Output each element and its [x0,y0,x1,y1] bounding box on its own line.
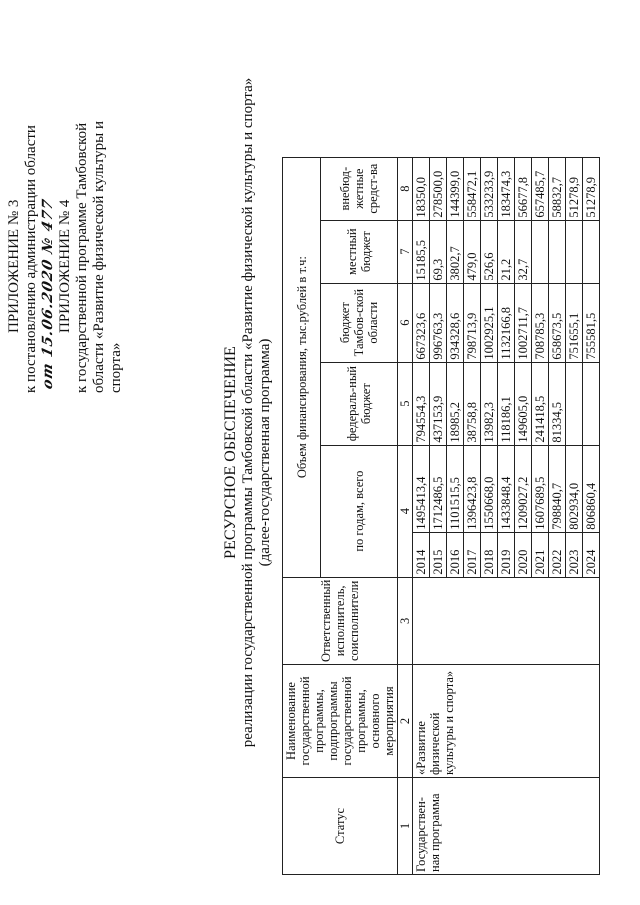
header-extrabudgetary: внебюд-жетные средст-ва [321,157,398,220]
status-cell: Государствен-ная программа [413,778,600,875]
year-cell: 2017 [464,532,481,577]
header-total-by-years: по годам, всего [321,445,398,577]
appendix-header [6,13,125,393]
local-cell: 21,2 [498,220,515,283]
program-ref-line-3: спорта» [108,342,124,393]
table-row [413,157,430,874]
regional-cell: 934328,6 [447,283,464,362]
document-subtitle-note: (далее-государственная программа) [257,338,273,567]
header-federal-budget: федераль-ный бюджет [321,362,398,445]
extrabudgetary-cell: 18350,0 [413,157,430,220]
federal-cell [583,362,600,445]
appendix-3-title: ПРИЛОЖЕНИЕ № 3 [6,199,22,333]
local-cell: 69,3 [430,220,447,283]
extrabudgetary-cell: 657485,7 [532,157,549,220]
extrabudgetary-cell: 51278,9 [583,157,600,220]
header-executor: Ответственный исполнитель, соисполнители [283,577,398,664]
handwritten-date-number: от 15.06.2020 № 477 [40,196,56,391]
federal-cell: 13982,3 [481,362,498,445]
extrabudgetary-cell: 558472,1 [464,157,481,220]
col-number-8: 8 [398,157,413,220]
col-number-6: 6 [398,283,413,362]
resolution-line: к постановлению администрации области [23,125,39,393]
regional-cell: 1132166,8 [498,283,515,362]
col-number-1: 1 [398,778,413,875]
extrabudgetary-cell: 278500,0 [430,157,447,220]
federal-cell: 437153,9 [430,362,447,445]
total-cell: 1433848,4 [498,445,515,532]
appendix-4-title: ПРИЛОЖЕНИЕ № 4 [57,199,73,333]
header-status: Статус [283,778,398,875]
local-cell [532,220,549,283]
year-cell: 2014 [413,532,430,577]
year-cell: 2016 [447,532,464,577]
total-cell: 1607689,5 [532,445,549,532]
extrabudgetary-cell: 144399,0 [447,157,464,220]
col-number-2: 2 [398,665,413,778]
col-number-5: 5 [398,362,413,445]
year-cell: 2024 [583,532,600,577]
year-cell: 2015 [430,532,447,577]
extrabudgetary-cell: 58832,7 [549,157,566,220]
year-cell: 2023 [566,532,583,577]
column-number-row [398,157,413,874]
local-cell: 526,6 [481,220,498,283]
local-cell [549,220,566,283]
regional-cell: 755581,5 [583,283,600,362]
program-ref-line-1: к государственной программе Тамбовской [74,122,90,393]
col-number-7: 7 [398,220,413,283]
col-number-4: 4 [398,445,413,577]
regional-cell: 996763,3 [430,283,447,362]
regional-cell: 1002711,7 [515,283,532,362]
extrabudgetary-cell: 183474,3 [498,157,515,220]
federal-cell: 118186,1 [498,362,515,445]
regional-cell: 708785,3 [532,283,549,362]
regional-cell: 658673,5 [549,283,566,362]
local-cell: 15185,5 [413,220,430,283]
document-subtitle: реализации государственной программы Тамбовской области «Развитие физической культуры и спорта» [240,77,256,748]
year-cell: 2021 [532,532,549,577]
table-header-row [283,157,321,874]
regional-cell: 667323,6 [413,283,430,362]
local-cell: 32,7 [515,220,532,283]
resource-table-body [283,157,600,874]
executor-cell [413,577,600,664]
total-cell: 1550668,0 [481,445,498,532]
program-name-cell: «Развитие физической культуры и спорта» [413,665,600,778]
total-cell: 1101515,5 [447,445,464,532]
federal-cell: 149605,0 [515,362,532,445]
total-cell: 798840,7 [549,445,566,532]
header-funding-volume: Объем финансирования, тыс.рублей в т.ч: [283,157,321,577]
federal-cell: 38758,8 [464,362,481,445]
regional-cell: 798713,9 [464,283,481,362]
resource-table [282,157,600,875]
total-cell: 1396423,8 [464,445,481,532]
federal-cell: 794554,3 [413,362,430,445]
header-local-budget: местный бюджет [321,220,398,283]
federal-cell: 18985,2 [447,362,464,445]
year-cell: 2018 [481,532,498,577]
total-cell: 1712486,5 [430,445,447,532]
program-ref-line-2: области «Развитие физической культуры и [91,120,107,393]
total-cell: 806860,4 [583,445,600,532]
federal-cell: 81334,5 [549,362,566,445]
total-cell: 1209027,2 [515,445,532,532]
regional-cell: 1002925,1 [481,283,498,362]
year-cell: 2019 [498,532,515,577]
federal-cell: 241418,5 [532,362,549,445]
extrabudgetary-cell: 533233,9 [481,157,498,220]
total-cell: 1495413,4 [413,445,430,532]
federal-cell [566,362,583,445]
header-regional-budget: бюджет Тамбов-ской области [321,283,398,362]
total-cell: 802934,0 [566,445,583,532]
extrabudgetary-cell: 51278,9 [566,157,583,220]
document-title: РЕСУРСНОЕ ОБЕСПЕЧЕНИЕ [222,346,239,559]
header-program-name: Наименование государственной программы, подпрограммы государственной программы, основного мероприятия [283,665,398,778]
year-cell: 2022 [549,532,566,577]
local-cell: 3802,7 [447,220,464,283]
local-cell [583,220,600,283]
local-cell: 479,0 [464,220,481,283]
col-number-3: 3 [398,577,413,664]
local-cell [566,220,583,283]
extrabudgetary-cell: 56677,8 [515,157,532,220]
year-cell: 2020 [515,532,532,577]
regional-cell: 751655,1 [566,283,583,362]
